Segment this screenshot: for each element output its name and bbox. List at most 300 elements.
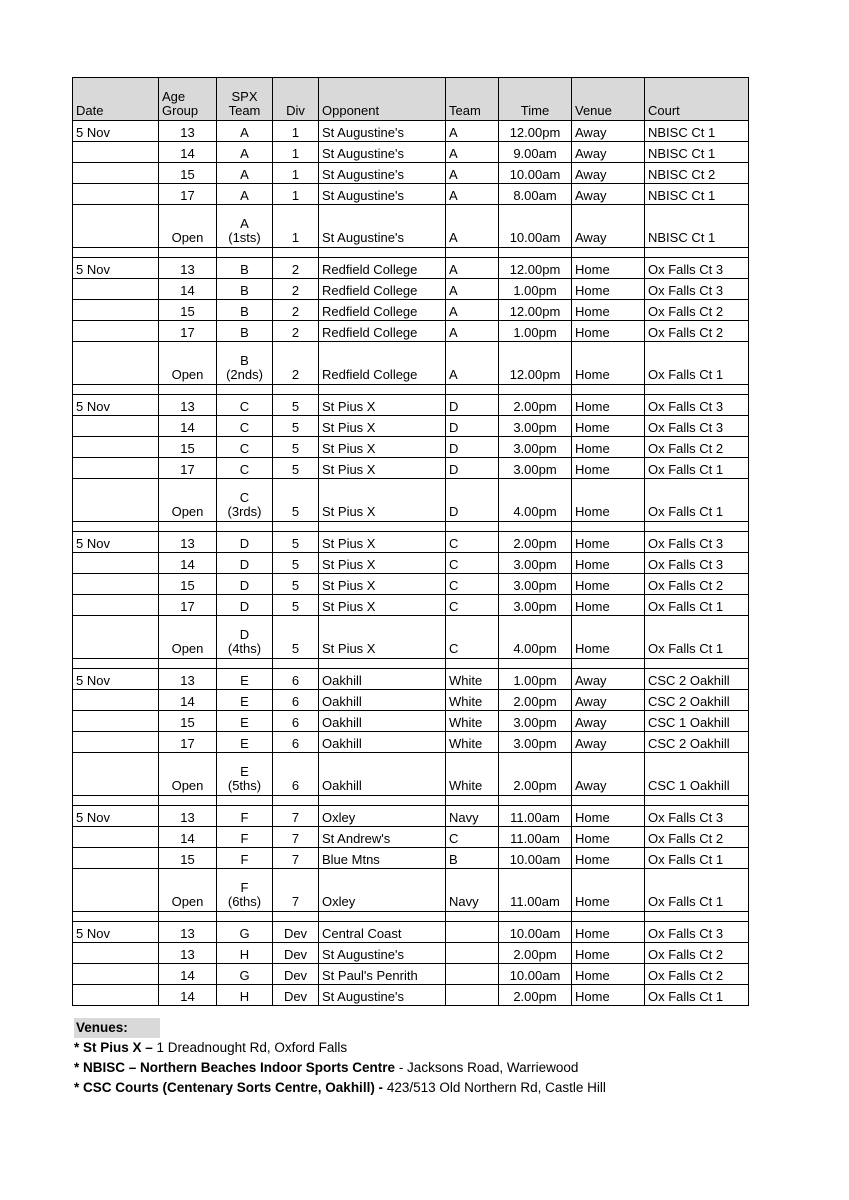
cell-date bbox=[73, 416, 159, 437]
cell-div: 7 bbox=[273, 827, 319, 848]
cell-opponent: Central Coast bbox=[319, 922, 446, 943]
cell-team: C bbox=[446, 532, 499, 553]
cell-opponent: Redfield College bbox=[319, 342, 446, 385]
cell-venue: Home bbox=[572, 532, 645, 553]
cell-spx-team: G bbox=[217, 964, 273, 985]
cell-time: 10.00am bbox=[499, 964, 572, 985]
cell-court: Ox Falls Ct 2 bbox=[645, 574, 749, 595]
cell-venue: Home bbox=[572, 437, 645, 458]
cell-team: A bbox=[446, 184, 499, 205]
cell-opponent: St Augustine's bbox=[319, 205, 446, 248]
table-row bbox=[73, 342, 749, 385]
table-row bbox=[73, 711, 749, 732]
cell-date: 5 Nov bbox=[73, 121, 159, 142]
cell-date bbox=[73, 279, 159, 300]
cell-age-group: 15 bbox=[159, 163, 217, 184]
cell-time: 2.00pm bbox=[499, 532, 572, 553]
cell-court: Ox Falls Ct 1 bbox=[645, 595, 749, 616]
table-row bbox=[73, 300, 749, 321]
cell-opponent: Oakhill bbox=[319, 690, 446, 711]
cell-court: Ox Falls Ct 1 bbox=[645, 458, 749, 479]
cell-court: Ox Falls Ct 1 bbox=[645, 985, 749, 1006]
cell-date bbox=[73, 827, 159, 848]
cell-venue: Home bbox=[572, 574, 645, 595]
cell-venue: Away bbox=[572, 669, 645, 690]
cell-date bbox=[73, 595, 159, 616]
cell-div: 5 bbox=[273, 553, 319, 574]
cell-div: Dev bbox=[273, 964, 319, 985]
cell-spx-team: A bbox=[217, 121, 273, 142]
cell-venue: Away bbox=[572, 205, 645, 248]
cell-court: Ox Falls Ct 1 bbox=[645, 616, 749, 659]
cell-time: 4.00pm bbox=[499, 616, 572, 659]
cell-time: 1.00pm bbox=[499, 669, 572, 690]
cell-opponent: St Pius X bbox=[319, 479, 446, 522]
cell-date bbox=[73, 574, 159, 595]
cell-court: Ox Falls Ct 2 bbox=[645, 964, 749, 985]
cell-court: Ox Falls Ct 3 bbox=[645, 279, 749, 300]
table-row bbox=[73, 595, 749, 616]
cell-spx-team: E bbox=[217, 669, 273, 690]
cell-div: 6 bbox=[273, 711, 319, 732]
cell-venue: Home bbox=[572, 943, 645, 964]
cell-div: 5 bbox=[273, 458, 319, 479]
cell-date: 5 Nov bbox=[73, 258, 159, 279]
table-row bbox=[73, 869, 749, 912]
cell-team: D bbox=[446, 479, 499, 522]
table-row bbox=[73, 437, 749, 458]
cell-court: Ox Falls Ct 1 bbox=[645, 479, 749, 522]
cell-venue: Away bbox=[572, 121, 645, 142]
cell-date bbox=[73, 300, 159, 321]
cell-opponent: St Augustine's bbox=[319, 121, 446, 142]
cell-court: Ox Falls Ct 1 bbox=[645, 869, 749, 912]
spx-team-letter: D bbox=[239, 627, 250, 642]
cell-age-group: 13 bbox=[159, 806, 217, 827]
cell-date: 5 Nov bbox=[73, 806, 159, 827]
cell-team: A bbox=[446, 205, 499, 248]
cell-team: B bbox=[446, 848, 499, 869]
table-row bbox=[73, 943, 749, 964]
cell-venue: Home bbox=[572, 985, 645, 1006]
cell-date bbox=[73, 711, 159, 732]
spx-team-grade: (5ths) bbox=[227, 778, 262, 793]
cell-age-group: 17 bbox=[159, 458, 217, 479]
cell-court: Ox Falls Ct 3 bbox=[645, 806, 749, 827]
cell-time: 3.00pm bbox=[499, 416, 572, 437]
cell-age-group: 14 bbox=[159, 985, 217, 1006]
cell-date bbox=[73, 690, 159, 711]
header-opponent: Opponent bbox=[319, 78, 446, 121]
cell-age-group: 14 bbox=[159, 827, 217, 848]
cell-team: D bbox=[446, 416, 499, 437]
cell-venue: Away bbox=[572, 163, 645, 184]
cell-venue: Home bbox=[572, 922, 645, 943]
venue-item-st-pius: * St Pius X – 1 Dreadnought Rd, Oxford Falls bbox=[74, 1040, 348, 1055]
cell-opponent: Oakhill bbox=[319, 753, 446, 796]
cell-age-group: 15 bbox=[159, 848, 217, 869]
cell-div: 7 bbox=[273, 869, 319, 912]
cell-age-group: 13 bbox=[159, 532, 217, 553]
cell-age-group: 17 bbox=[159, 184, 217, 205]
cell-court: Ox Falls Ct 1 bbox=[645, 342, 749, 385]
cell-opponent: St Augustine's bbox=[319, 943, 446, 964]
cell-court: CSC 2 Oakhill bbox=[645, 732, 749, 753]
cell-venue: Away bbox=[572, 732, 645, 753]
cell-date: 5 Nov bbox=[73, 922, 159, 943]
cell-time: 3.00pm bbox=[499, 437, 572, 458]
cell-age-group: 13 bbox=[159, 922, 217, 943]
cell-date: 5 Nov bbox=[73, 395, 159, 416]
cell-div: 5 bbox=[273, 437, 319, 458]
cell-age-group: 14 bbox=[159, 416, 217, 437]
header-age-group: Age Group bbox=[159, 78, 217, 121]
cell-opponent: St Pius X bbox=[319, 416, 446, 437]
cell-spx-team: H bbox=[217, 985, 273, 1006]
spacer-row bbox=[73, 385, 749, 395]
cell-court: Ox Falls Ct 3 bbox=[645, 258, 749, 279]
cell-team: White bbox=[446, 753, 499, 796]
table-row bbox=[73, 574, 749, 595]
cell-venue: Away bbox=[572, 142, 645, 163]
cell-date bbox=[73, 458, 159, 479]
cell-age-group: 15 bbox=[159, 574, 217, 595]
cell-spx-team: A bbox=[217, 163, 273, 184]
cell-team: Navy bbox=[446, 869, 499, 912]
cell-date bbox=[73, 616, 159, 659]
cell-age-group: 14 bbox=[159, 142, 217, 163]
cell-div: 5 bbox=[273, 595, 319, 616]
cell-spx-team bbox=[217, 342, 273, 385]
cell-date bbox=[73, 753, 159, 796]
cell-venue: Home bbox=[572, 279, 645, 300]
cell-team: C bbox=[446, 616, 499, 659]
spx-team-letter: C bbox=[239, 490, 250, 505]
cell-div: 5 bbox=[273, 532, 319, 553]
cell-age-group: 13 bbox=[159, 121, 217, 142]
cell-date bbox=[73, 964, 159, 985]
cell-venue: Home bbox=[572, 595, 645, 616]
cell-time: 10.00am bbox=[499, 205, 572, 248]
cell-court: NBISC Ct 1 bbox=[645, 121, 749, 142]
cell-spx-team: D bbox=[217, 595, 273, 616]
cell-date bbox=[73, 142, 159, 163]
cell-team: C bbox=[446, 595, 499, 616]
spx-team-letter: F bbox=[240, 880, 249, 895]
cell-div: Dev bbox=[273, 922, 319, 943]
cell-time: 12.00pm bbox=[499, 300, 572, 321]
cell-date bbox=[73, 553, 159, 574]
cell-opponent: Oakhill bbox=[319, 732, 446, 753]
table-row bbox=[73, 458, 749, 479]
cell-venue: Home bbox=[572, 479, 645, 522]
cell-time: 2.00pm bbox=[499, 943, 572, 964]
cell-spx-team: F bbox=[217, 827, 273, 848]
cell-opponent: St Augustine's bbox=[319, 142, 446, 163]
cell-age-group: Open bbox=[159, 616, 217, 659]
cell-team bbox=[446, 922, 499, 943]
cell-div: 1 bbox=[273, 184, 319, 205]
cell-venue: Home bbox=[572, 416, 645, 437]
spacer-row bbox=[73, 659, 749, 669]
cell-age-group: 13 bbox=[159, 258, 217, 279]
cell-opponent: Blue Mtns bbox=[319, 848, 446, 869]
venues-heading: Venues: bbox=[74, 1018, 160, 1038]
cell-court: CSC 1 Oakhill bbox=[645, 711, 749, 732]
cell-time: 2.00pm bbox=[499, 753, 572, 796]
cell-team: A bbox=[446, 142, 499, 163]
venue-item-nbisc: * NBISC – Northern Beaches Indoor Sports Centre - Jacksons Road, Warriewood bbox=[74, 1060, 579, 1075]
table-row bbox=[73, 395, 749, 416]
cell-spx-team: D bbox=[217, 574, 273, 595]
cell-date bbox=[73, 342, 159, 385]
cell-time: 3.00pm bbox=[499, 595, 572, 616]
cell-date bbox=[73, 479, 159, 522]
header-date: Date bbox=[73, 78, 159, 121]
cell-court: Ox Falls Ct 3 bbox=[645, 922, 749, 943]
cell-team: C bbox=[446, 553, 499, 574]
cell-date bbox=[73, 869, 159, 912]
cell-court: Ox Falls Ct 2 bbox=[645, 827, 749, 848]
cell-opponent: St Pius X bbox=[319, 532, 446, 553]
cell-spx-team: B bbox=[217, 321, 273, 342]
cell-venue: Home bbox=[572, 300, 645, 321]
cell-team bbox=[446, 964, 499, 985]
cell-div: 6 bbox=[273, 669, 319, 690]
cell-date bbox=[73, 437, 159, 458]
table-row bbox=[73, 121, 749, 142]
cell-opponent: St Pius X bbox=[319, 574, 446, 595]
cell-spx-team bbox=[217, 869, 273, 912]
cell-div: 5 bbox=[273, 395, 319, 416]
cell-time: 9.00am bbox=[499, 142, 572, 163]
cell-time: 3.00pm bbox=[499, 574, 572, 595]
cell-div: 5 bbox=[273, 416, 319, 437]
cell-team: C bbox=[446, 574, 499, 595]
cell-spx-team: F bbox=[217, 848, 273, 869]
cell-team: D bbox=[446, 458, 499, 479]
cell-age-group: 13 bbox=[159, 669, 217, 690]
spacer-row bbox=[73, 796, 749, 806]
cell-time: 11.00am bbox=[499, 827, 572, 848]
cell-court: Ox Falls Ct 3 bbox=[645, 532, 749, 553]
cell-opponent: St Andrew's bbox=[319, 827, 446, 848]
header-court: Court bbox=[645, 78, 749, 121]
cell-team bbox=[446, 943, 499, 964]
table-row bbox=[73, 479, 749, 522]
cell-age-group: 15 bbox=[159, 437, 217, 458]
cell-venue: Home bbox=[572, 395, 645, 416]
table-row bbox=[73, 848, 749, 869]
cell-div: 1 bbox=[273, 142, 319, 163]
header-team: Team bbox=[446, 78, 499, 121]
cell-team: Navy bbox=[446, 806, 499, 827]
header-spx-team: SPX Team bbox=[217, 78, 273, 121]
table-row bbox=[73, 690, 749, 711]
cell-spx-team bbox=[217, 205, 273, 248]
spx-team-grade: (6ths) bbox=[227, 894, 262, 909]
table-row bbox=[73, 321, 749, 342]
cell-div: 1 bbox=[273, 205, 319, 248]
cell-age-group: Open bbox=[159, 342, 217, 385]
cell-team: A bbox=[446, 258, 499, 279]
cell-spx-team: H bbox=[217, 943, 273, 964]
cell-age-group: 13 bbox=[159, 943, 217, 964]
cell-venue: Away bbox=[572, 690, 645, 711]
cell-div: Dev bbox=[273, 985, 319, 1006]
cell-spx-team: E bbox=[217, 711, 273, 732]
cell-spx-team: G bbox=[217, 922, 273, 943]
cell-date bbox=[73, 163, 159, 184]
cell-court: CSC 1 Oakhill bbox=[645, 753, 749, 796]
cell-venue: Home bbox=[572, 869, 645, 912]
cell-age-group: 14 bbox=[159, 553, 217, 574]
cell-age-group: 15 bbox=[159, 711, 217, 732]
table-row bbox=[73, 416, 749, 437]
cell-opponent: Redfield College bbox=[319, 279, 446, 300]
cell-court: Ox Falls Ct 3 bbox=[645, 395, 749, 416]
fixture-sheet bbox=[72, 77, 748, 1006]
cell-spx-team: B bbox=[217, 300, 273, 321]
cell-venue: Home bbox=[572, 848, 645, 869]
cell-date bbox=[73, 848, 159, 869]
cell-spx-team: A bbox=[217, 184, 273, 205]
cell-court: Ox Falls Ct 2 bbox=[645, 300, 749, 321]
cell-time: 2.00pm bbox=[499, 395, 572, 416]
cell-time: 4.00pm bbox=[499, 479, 572, 522]
cell-div: 7 bbox=[273, 806, 319, 827]
cell-div: 6 bbox=[273, 753, 319, 796]
cell-opponent: Redfield College bbox=[319, 321, 446, 342]
cell-date bbox=[73, 321, 159, 342]
cell-opponent: St Pius X bbox=[319, 458, 446, 479]
header-time: Time bbox=[499, 78, 572, 121]
cell-opponent: St Pius X bbox=[319, 595, 446, 616]
cell-time: 12.00pm bbox=[499, 342, 572, 385]
cell-team: A bbox=[446, 300, 499, 321]
cell-time: 3.00pm bbox=[499, 732, 572, 753]
table-row bbox=[73, 985, 749, 1006]
cell-court: Ox Falls Ct 3 bbox=[645, 416, 749, 437]
cell-date bbox=[73, 732, 159, 753]
table-row bbox=[73, 753, 749, 796]
cell-opponent: St Pius X bbox=[319, 437, 446, 458]
cell-venue: Home bbox=[572, 321, 645, 342]
cell-spx-team: E bbox=[217, 732, 273, 753]
spx-team-letter: B bbox=[240, 353, 249, 368]
cell-time: 3.00pm bbox=[499, 553, 572, 574]
cell-time: 11.00am bbox=[499, 869, 572, 912]
cell-time: 3.00pm bbox=[499, 458, 572, 479]
cell-venue: Home bbox=[572, 616, 645, 659]
spacer-row bbox=[73, 522, 749, 532]
cell-court: Ox Falls Ct 1 bbox=[645, 848, 749, 869]
cell-spx-team bbox=[217, 479, 273, 522]
cell-court: CSC 2 Oakhill bbox=[645, 669, 749, 690]
cell-opponent: Redfield College bbox=[319, 300, 446, 321]
cell-div: Dev bbox=[273, 943, 319, 964]
table-row bbox=[73, 532, 749, 553]
table-row bbox=[73, 163, 749, 184]
cell-div: 2 bbox=[273, 300, 319, 321]
cell-age-group: 14 bbox=[159, 279, 217, 300]
table-row bbox=[73, 279, 749, 300]
table-row bbox=[73, 184, 749, 205]
table-row bbox=[73, 669, 749, 690]
cell-court: Ox Falls Ct 2 bbox=[645, 437, 749, 458]
cell-div: 1 bbox=[273, 121, 319, 142]
cell-spx-team: B bbox=[217, 279, 273, 300]
cell-team: C bbox=[446, 827, 499, 848]
cell-venue: Home bbox=[572, 553, 645, 574]
cell-time: 3.00pm bbox=[499, 711, 572, 732]
cell-time: 10.00am bbox=[499, 163, 572, 184]
cell-spx-team: C bbox=[217, 395, 273, 416]
table-row bbox=[73, 922, 749, 943]
cell-date bbox=[73, 985, 159, 1006]
cell-age-group: 14 bbox=[159, 690, 217, 711]
cell-venue: Home bbox=[572, 342, 645, 385]
table-row bbox=[73, 553, 749, 574]
cell-team: White bbox=[446, 690, 499, 711]
cell-div: 2 bbox=[273, 279, 319, 300]
cell-opponent: St Augustine's bbox=[319, 163, 446, 184]
cell-age-group: 17 bbox=[159, 732, 217, 753]
cell-div: 2 bbox=[273, 258, 319, 279]
cell-age-group: 17 bbox=[159, 321, 217, 342]
cell-venue: Away bbox=[572, 753, 645, 796]
cell-age-group: 15 bbox=[159, 300, 217, 321]
cell-time: 8.00am bbox=[499, 184, 572, 205]
cell-opponent: St Pius X bbox=[319, 553, 446, 574]
cell-court: Ox Falls Ct 2 bbox=[645, 943, 749, 964]
cell-opponent: St Augustine's bbox=[319, 985, 446, 1006]
cell-court: Ox Falls Ct 3 bbox=[645, 553, 749, 574]
cell-opponent: St Paul's Penrith bbox=[319, 964, 446, 985]
table-row bbox=[73, 964, 749, 985]
cell-spx-team: B bbox=[217, 258, 273, 279]
cell-venue: Away bbox=[572, 184, 645, 205]
cell-div: 5 bbox=[273, 479, 319, 522]
cell-court: NBISC Ct 1 bbox=[645, 205, 749, 248]
spacer-row bbox=[73, 248, 749, 258]
cell-opponent: St Pius X bbox=[319, 616, 446, 659]
cell-team: A bbox=[446, 163, 499, 184]
cell-team: White bbox=[446, 711, 499, 732]
cell-spx-team bbox=[217, 753, 273, 796]
cell-time: 1.00pm bbox=[499, 321, 572, 342]
cell-div: 6 bbox=[273, 732, 319, 753]
cell-date: 5 Nov bbox=[73, 669, 159, 690]
cell-venue: Home bbox=[572, 458, 645, 479]
header-venue: Venue bbox=[572, 78, 645, 121]
cell-div: 5 bbox=[273, 574, 319, 595]
cell-team: A bbox=[446, 342, 499, 385]
table-row bbox=[73, 205, 749, 248]
cell-age-group: Open bbox=[159, 753, 217, 796]
cell-team: White bbox=[446, 669, 499, 690]
cell-time: 2.00pm bbox=[499, 985, 572, 1006]
table-row bbox=[73, 732, 749, 753]
header-row bbox=[73, 78, 749, 121]
cell-venue: Home bbox=[572, 806, 645, 827]
cell-div: 7 bbox=[273, 848, 319, 869]
cell-div: 2 bbox=[273, 321, 319, 342]
cell-age-group: Open bbox=[159, 205, 217, 248]
cell-opponent: Oxley bbox=[319, 869, 446, 912]
cell-team: D bbox=[446, 437, 499, 458]
cell-court: NBISC Ct 2 bbox=[645, 163, 749, 184]
